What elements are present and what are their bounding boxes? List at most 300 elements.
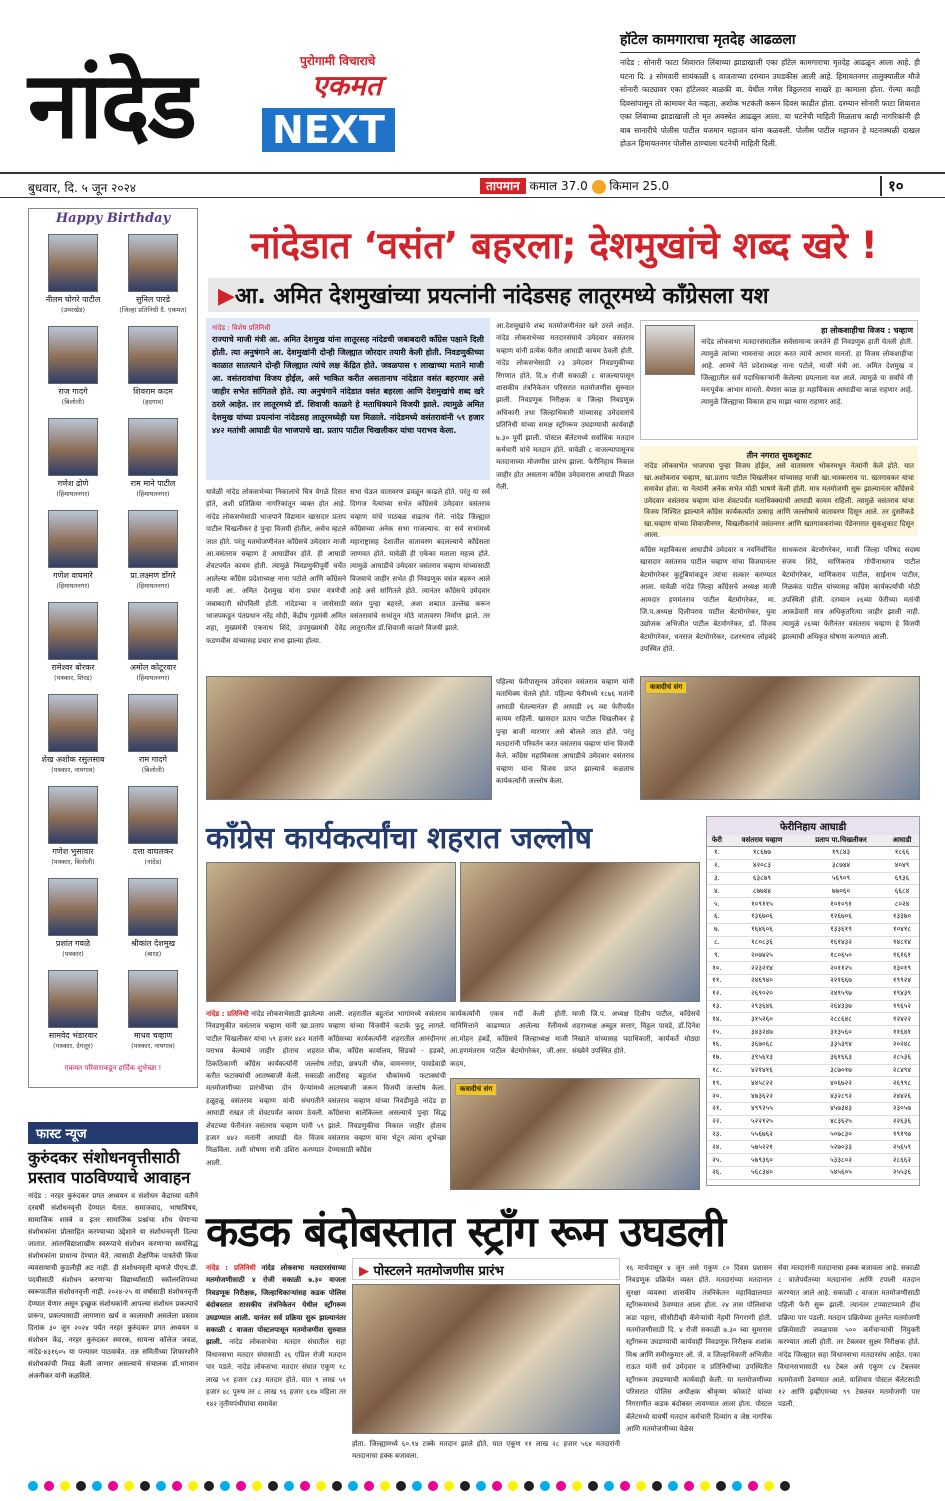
birthday-name: गणेश ढोणे	[57, 479, 89, 488]
print-color-dot	[748, 1481, 758, 1491]
table-row	[707, 1077, 919, 1090]
table-cell: २४९५९७	[797, 987, 885, 1000]
birthday-name: प्रा.लक्ष्मण डोंगरे	[130, 571, 176, 580]
table-cell: १४८१४	[885, 936, 919, 949]
table-cell: ८.	[707, 936, 727, 949]
dateline-bar	[0, 172, 945, 198]
table-cell: ४०६७२२	[797, 1077, 885, 1090]
table-cell: १८०८३६	[727, 936, 797, 949]
print-color-dot	[284, 1481, 294, 1491]
table-cell: १८६७७	[727, 847, 797, 860]
print-color-dot	[476, 1481, 486, 1491]
table-cell: २८६६२	[885, 1154, 919, 1167]
round-table-box	[706, 816, 920, 1186]
temperature-label: तापमान	[480, 178, 526, 194]
table-cell: ७.	[707, 923, 727, 936]
table-cell: २४.	[707, 1141, 727, 1154]
birthday-place: (उमरखेड)	[61, 306, 85, 314]
print-color-dot	[348, 1481, 358, 1491]
birthday-name: नीलम घोगरे पाटील	[45, 295, 101, 304]
birthday-place: (पत्रकार)	[62, 950, 84, 958]
table-row	[707, 1128, 919, 1141]
celebration-photo-3	[206, 862, 456, 1002]
round-table	[707, 835, 919, 1180]
table-cell: १६१६१	[885, 949, 919, 962]
main-col-3: आ.देशमुखांचे शब्द मतमोजणीनंतर खरे ठरले आहेत. नांदेड लोकसभेच्या मतदारसंघाचे उमेदवार वसंतराव चव्हाण यांनी प्रत्येक फेरीत आघाडी कायम ठेवली होती. नांदेड लोकसभेसाठी २३ उमेदवार निवडणुकीच्या रिंगणात होते. दि.४ रोजी सकाळी ८ वाजल्यापासून शासकीय तंत्रनिकेतन परिसरात मतमोजणीस सुरुवात झाली. निवडणूक निरीक्षक व जिल्हा निवडणूक अधिकारी तथा जिल्हाधिकारी यांच्यासह उमेदवारांचे प्रतिनिधी यांच्या समक्ष स्ट्राँगरूम उघडण्याची कार्यवाही ७.३० पूर्वी झाली. पोस्टल बॅलेटमध्ये सर्वाधिक मतदान कर्मचारी यांचे मतदान होते. यावेळी ८ वाजल्यापासूनच मतदानाच्या मोजणीस प्रारंभ झाला. फेरीनिहाय निकाल जाहीर होत असताना काँग्रेस उमेदवारास आघाडी मिळत गेली.	[496, 322, 634, 492]
round-table-column-header: प्रताप पा.चिखलीकर	[797, 835, 885, 847]
main-col-2: सभा घेऊन वातावरण ढवळून काढले होते. परंतु या सर्व दिग्गज नेत्यांच्या सभेत काँग्रेसचे उमेदवार वसंतराव चव्हाण यांचे पाठबळ वाढतच गेले. नांदेड जिल्ह्यात काँग्रेसच्या अनेक सभा गाजल्याच. या सर्व सभांमध्ये महाराष्ट्रासह देशातील वातावरण बदलल्याचे काँग्रेसला जाणवत होते. यावेळी ही एकेका मताला महत्त्व होते. त्यामुळे आघाडीचे उमेदवार वसंतराव चव्हाण यांच्यासाठी विजयाचे जाहीर सभेत ही निवडणूक वसंत बहरुन आले आहे असे सांगितले होते. त्यानंतर काँग्रेसचे उमेदवार वसंत पुन्हा बहरले, अशा शब्दात उल्लेख करून वसंतरावांचे सभांतून मोठे वातावरण निर्माण झाले. तर लातूरातील डॉ.शिवाजी काळगे विजयी झाले.	[350, 488, 490, 633]
birthday-place: (हदगाव)	[142, 398, 164, 406]
birthday-name: गणेश भुसावार	[52, 847, 94, 856]
table-cell: २२.	[707, 1115, 727, 1128]
table-cell: २.	[707, 859, 727, 872]
table-row	[707, 1102, 919, 1115]
table-cell: ५६९०९	[797, 872, 885, 885]
table-row	[707, 1026, 919, 1039]
table-cell: ३९५६१३	[727, 1051, 797, 1064]
main-col-6: साधकराव बेटमोगरेकर, माजी जिल्हा परिषद सदस्य संजय शिंदे, माणिकराव गोपीनाथराव पाटील बेटमोगरेकर, माणिकराव पाटील, साईनाथ पाटील, निळकंठ पाटील यांच्यासह काँग्रेस कार्यकर्त्यांची मोठी उपस्थिती होती. दरम्यान २६व्या फेरीच्या मतांची आकडेवारी मात्र अधिकृतरित्या जाहीर झाली नाही. त्यामुळे २६च्या फेरीनंतर वसंतराव चव्हाण हे विजयी झाल्याची अधिकृत घोषणा करण्यात आली.	[782, 546, 920, 641]
birthday-person	[33, 970, 113, 1058]
main-lead	[206, 318, 490, 480]
avatar	[48, 694, 98, 752]
brand-tagline: पुरोगामी विचाराचे	[300, 54, 376, 68]
round-table-column-header: वसंतराव चव्हाण	[727, 835, 797, 847]
celebration-byline: नांदेड : प्रतिनिधी	[206, 1010, 249, 1018]
triangle-icon: ▶	[218, 284, 235, 309]
table-cell: १२४२२	[885, 1013, 919, 1026]
table-row	[707, 1000, 919, 1013]
table-cell: ४८३६२५	[797, 1115, 885, 1128]
table-row	[707, 1141, 919, 1154]
table-row	[707, 885, 919, 898]
print-color-dot	[188, 1481, 198, 1491]
table-cell: २०११२५	[797, 962, 885, 975]
fast-news-body: नांदेड : नरहर कुरुंदकर प्रगत अध्ययन व संशोधन केंद्राच्या वतीने दरवर्षी संशोधनवृत्ती देण्यात येतात. समाजवाद, भाषाविषय, सामाजिक शास्त्रे व इतर सामाजिक प्रश्नांचा शोध घेणाऱ्या संशोधकांना प्रोत्साहित करण्याच्या उद्देशाने या संशोधनवृत्ती दिल्या जातात. आंतरविद्याशाखीय स्वरूपाचे संशोधन करणाऱ्या स्वयंसिद्ध संशोधकांना प्राधान्य देण्यात येते. त्यासाठी शैक्षणिक पात्रतेची किंवा व्यवसायाची कुठलीही अट नाही. ही संशोधनवृत्ती म्हणजे पीएच.डी. पदवीसाठी संशोधन करणाऱ्या विद्यार्थ्यांसाठी स्कॉलरशिपच्या स्वरूपातील संशोधनवृत्ती नाही. २०२४-२५ या वर्षासाठी संशोधनवृत्ती देण्यात येणार असून इच्छुक संशोधकांनी आपल्या संशोधन प्रकल्पाचे प्रारूप, प्रकल्पासाठी लागणारा खर्च व कालावधी असलेला प्रस्ताव दिनांक ३० जून २०२४ पर्यंत नरहर कुरुंदकर प्रगत अध्ययन व संशोधन केंद्र, नरहर कुरुंदकर स्मारक, सायन्स कॉलेज जवळ, नांदेड-४३१६०५ या पत्त्यावर पाठवावेत. तज्ञ समितीच्या शिफारशीने संशोधकांची निवड केली जाणार असल्याचे संचालक डॉ.भगवान अंजनीकर यांनी कळविले.	[28, 1192, 198, 1380]
print-color-dot	[588, 1481, 598, 1491]
sun-icon	[592, 180, 606, 194]
table-cell: २१.	[707, 1102, 727, 1115]
birthday-person	[113, 878, 193, 966]
birthday-person	[33, 418, 113, 506]
table-cell: २४६९४०	[727, 974, 797, 987]
avatar	[48, 418, 98, 476]
avatar	[128, 234, 178, 292]
birthday-person	[113, 694, 193, 782]
birthday-name: दत्ता वाघलकर	[132, 847, 174, 856]
table-cell: २५५३६	[885, 1166, 919, 1179]
fast-news	[28, 1122, 198, 1382]
tin-nagar-title: तीन नगरात सुकशुकाट	[746, 451, 812, 460]
table-cell: ३१५२६०	[727, 1013, 797, 1026]
print-color-dot	[364, 1481, 374, 1491]
table-cell: १३३७०	[885, 910, 919, 923]
table-cell: २९३६४६	[727, 1000, 797, 1013]
birthday-place: (पत्रकार, शिरड)	[53, 674, 93, 682]
celebration-col-2: आली. शहरातील बहुतांश भागांमध्ये वसंतराव चव्हाण यांच्या विजयीने फटाके फुटू लागले. काँग्रेसच्या कार्यकर्त्यांनी शहरातील आनंदीनगर चौक, काँग्रेस कार्यालय, सिडको - हडको, तरोडा, छत्रपती चौक, वामननगर, पावडेवाडी आदींसह बहुतांश चौकांमध्ये फटाक्यांची आतषबाजी करून विजयी जल्लोष केला. वसंतराव चव्हाण यांच्या निवडीमुळे नांदेड हा काँग्रेसचा बालेकिल्ला असल्याचे पुन्हा सिद्ध झाले. निवडणुकीचा निकाल जाहीर होताच वसंतराव चव्हाण यांना भेटून त्यांना शुभेच्छा देण्यासाठी काँग्रेस	[328, 1010, 446, 1155]
birthday-person	[33, 786, 113, 874]
print-color-dot	[380, 1481, 390, 1491]
table-cell: ३६७०६८	[727, 1038, 797, 1051]
print-color-dot	[332, 1481, 342, 1491]
birthday-place: (हिमायतनगर)	[56, 582, 90, 590]
birthday-name: राम माने पाटील	[130, 479, 176, 488]
table-cell: ११६४१	[885, 1026, 919, 1039]
birthday-place: (हिमायतनगर)	[136, 582, 170, 590]
table-row	[707, 872, 919, 885]
round-table-column-header: फेरी	[707, 835, 727, 847]
table-cell: २३.	[707, 1128, 727, 1141]
print-color-dot	[124, 1481, 134, 1491]
main-subhead	[208, 278, 920, 312]
table-cell: २८८६४८	[797, 1013, 885, 1026]
table-cell: ३.	[707, 872, 727, 885]
table-row	[707, 1115, 919, 1128]
celebration-headline: काँग्रेस कार्यकर्त्यांचा शहरात जल्लोष	[206, 821, 592, 856]
avatar	[128, 326, 178, 384]
birthday-name: शेख अशोक रसुलसाब	[41, 755, 105, 764]
print-color-bar	[28, 1480, 920, 1492]
celebration-col-1-text: नांदेड लोकसभेसाठी झालेल्या निवडणुकीत वसंतराव चव्हाण यांनी खा.प्रताप पाटील चिखलीकर यांचा ५९ हजार ४४२ मतांनी पराभव केल्याचे जाहीर होताच शहरात ठिकठिकाणी काँग्रेस कार्यकर्त्यांनी जल्लोष करीत फटाक्यांची आतषबाजी केली. सकाळी मतमोजणीच्या प्रारंभीच्या दोन फेऱ्यांमध्ये हळूहळू वसंतराव चव्हाण यांनी संथगतीने आघाडी राखत तो शेवटपर्यंत कायम ठेवली. शेवटच्या फेरीनंतर वसंतराव चव्हाण यांनी ५९ हजार ४४२ मतांनी आघाडी घेत विजय मिळविला. तशी घोषणा रात्री उशिरा करण्यात आली.	[206, 1010, 324, 1167]
print-color-dot	[492, 1481, 502, 1491]
top-news-body: नांदेड : सोनारी फाटा शिवारात लिंबाच्या झाडाखाली एका हॉटेल कामगाराचा मृतदेह आढळून आला आहे. ही घटना दि. ३ सोमवारी सायंकाळी ६ वाजताच्या दरम्यान उघडकीस आली आहे. हिमायतनगर तालुक्यातील मौजे सोनारी फाट्यावर एका हॉटेलवर बाळकी वा. येथील गणेश विठ्ठलराव साखरे हा कामाला होता. गेल्या काही दिवसांपासून तो कामावर येत नव्हता, अशोक भटकंती करून दिवस काढीत होता. दरम्यान सोनारी फाटा शिवारात एका लिंबाच्या झाडाखाली तो मृत अवस्थेत आढळून आला. या घटनेची माहिती मिळताच काही नागरिकांनी ही बाब सानारीचे पोलीस पाटील यजमान महाजन यांना कळवली. पोलीस पाटील महाजन हे घटनास्थळी दाखल होऊन हिमायतनगर पोलीस ठाण्याला घटनेची माहिती दिली.	[620, 58, 920, 148]
celebration-photo-2	[640, 676, 920, 800]
table-cell: ३६१६६३	[797, 1051, 885, 1064]
table-row	[707, 962, 919, 975]
birthday-place: (हिमायतनगर)	[56, 490, 90, 498]
strongroom-headline: कडक बंदोबस्तात स्ट्रॉंग रूम उघडली	[206, 1207, 726, 1256]
strongroom-col-3: १६ मार्चपासून ४ जून असे एकूण ८० दिवस प्रशासन निवडणूक प्रक्रियेत व्यस्त होते. मतदारांच्या मतदानात सुरक्षा व्यवस्था शासकीय तंत्रनिकेतन महाविद्यालयात स्ट्रॉंगरूममध्ये ठेवण्यात आला होता. २४ तास पोलिसांचा कडा पहारा, सीसीटीव्ही कॅमेऱ्यांची नेहमी निगराणी होती. मतमोजणीसाठी दि. ४ रोजी सकाळी ७.३० च्या सुमारास स्ट्रॉंगरूम उघडण्याची कार्यवाही निवडणूक निरीक्षक शशांक मिश्र आणि समीरकुमार ओ. जे. व जिल्हाधिकारी अभिजीत राऊत यांनी सर्व उमेदवार व प्रतिनिधींच्या उपस्थितीत स्ट्रॉंगरूम उघडण्याची कार्यवाही केली. या मतमोजणीच्या परिसरात पोलिस अधीक्षक श्रीकृष्ण कोकाटे यांच्या निगराणीत कडक बंदोबस्त लावण्यात आला होता. पोस्टल बॅलेटमध्ये यावर्षी मतदान कर्मचारी दिव्यांग व जेष्ठ नागरिक आणि मतमोजणीच्या वेळेस	[626, 1264, 772, 1434]
fast-news-label: फास्ट न्यूज	[28, 1122, 198, 1144]
main-byline: नांदेड : विशेष प्रतिनिधी	[212, 324, 271, 332]
table-cell: १६१४३२	[797, 936, 885, 949]
table-cell: २२३२१४	[727, 962, 797, 975]
table-cell: २५.	[707, 1154, 727, 1167]
table-row	[707, 898, 919, 911]
table-row	[707, 1154, 919, 1167]
birthday-place: (पत्रकार, बिलोली)	[51, 858, 95, 866]
table-row	[707, 936, 919, 949]
table-cell: १६.	[707, 1038, 727, 1051]
table-cell: १९.	[707, 1077, 727, 1090]
print-color-dot	[700, 1481, 710, 1491]
table-cell: ६६८४	[885, 885, 919, 898]
birthday-place: (हिमायतनगर)	[136, 490, 170, 498]
avatar	[128, 602, 178, 660]
round-table-title: फेरीनिहाय आघाडी	[707, 817, 919, 835]
table-cell: ५४५६०५	[797, 1166, 885, 1179]
birthday-panel	[28, 208, 198, 1088]
print-color-dot	[268, 1481, 278, 1491]
side-quote-box	[640, 320, 918, 440]
main-col-1: यावेळी नांदेड लोकसभेच्या निकालाचे चित्र वेगळे दिसत होते, अशी प्रतिक्रिया नागरिकांतून व्यक्त होत आहे. नांदेड लोकसभेसाठी भाजपाने विद्यमान खासदार प्रताप पाटील चिखलीकर हे पुन्हा विजयी होतील, असेच म्हटले जात होते. परंतु मतमोजणीनंतर काँग्रेसचे उमेदवार माजी आ.वसंतराव चव्हाण हे आघाडीवर होते. ही आघाडी शेवटपर्यंत कायम होती. त्यामुळे निवडणुकीपूर्वी चर्चेत आलेल्या काँग्रेस प्रदेशाध्यक्ष नाना पटोले आणि काँग्रेसने माजी आ. अमित देशमुख यांना प्रचार यंत्रणेची जबाबदारी सोपविली होती. नांदेडच्या व जासेसाठी भाजपकडून पंतप्रधान नरेंद्र मोदी, केंद्रीय गृहमंत्री अमित शहा, मुख्यमंत्री एकनाथ शिंदे, उपमुख्यमंत्री देवेंद्र फडणवीस यांच्यासह प्रचार सभा झाल्या होत्या.	[206, 488, 346, 645]
main-col-5: कॉंग्रेस महाविकास आघाडीचे उमेदवार व नवनिर्वाचित खासदार वसंतराव पाटील चव्हाण यांचा विजयानंतर बेटमोगरेकर कुटुंबियांकडून त्यांचा सत्कार करण्यात आला. यावेळी नांदेड जिल्हा काँग्रेसचे अध्यक्ष माजी आमदार हणमंतराव पाटील बेटमोगरेकर, मा. जि.प.अध्यक्ष दिलीपराव पाटील बेटमोगरेकर, युवा उद्योजक अभिजीत पाटील बेटमोगरेकर, डॉ. विजय बेटमोगरेकर, धनराज बेटमोगरेकर, दशरथराव लोहबंदे उपस्थित होते.	[640, 546, 776, 654]
table-cell: ६९३६	[885, 872, 919, 885]
birthday-place: (नांदेड)	[144, 858, 162, 866]
top-news-headline: हॉटेल कामगाराचा मृतदेह आढळला	[620, 30, 920, 53]
table-cell: ४३२८९२	[797, 1090, 885, 1103]
table-row	[707, 987, 919, 1000]
birthday-person	[33, 878, 113, 966]
print-color-dot	[732, 1481, 742, 1491]
table-cell: ३८७४४	[797, 859, 885, 872]
print-color-dot	[172, 1481, 182, 1491]
birthday-person	[33, 326, 113, 414]
birthday-person	[33, 694, 113, 782]
birthday-person	[113, 234, 193, 322]
print-color-dot	[604, 1481, 614, 1491]
print-color-dot	[44, 1481, 54, 1491]
table-cell: २३०५७	[885, 1102, 919, 1115]
birthday-name: अमोल कोटूरवार	[129, 663, 177, 672]
tin-nagar-box	[640, 446, 918, 539]
table-cell: ३४३२४७	[727, 1026, 797, 1039]
celebration-col-4: माजी जि.प. अध्यक्ष दिलीप पाटील, काँग्रेसचे शहराध्यक्ष अब्दुल सत्तार, विठ्ठल पावडे, डॉ.दिनेश निखाते यांच्यासह पदाधिकारी, कार्यकर्ते मोठ्या संख्येने उपस्थित होते.	[572, 1010, 700, 1056]
table-cell: १.	[707, 847, 727, 860]
avatar	[128, 694, 178, 752]
table-row	[707, 1166, 919, 1179]
birthday-person	[33, 234, 113, 322]
strongroom-col-4: सेवा मतदारांनी मतदानाचा हक्क बजावला आहे. सकाळी ८ वाजेपर्यंतच्या मतदानांना आणि टपाली मतदान करण्यात आले आहे. सकाळी ८ वाजता मतमोजणीसाठी पहिली फेरी सुरू झाली. त्यानंतर टप्प्याटप्प्याने हीच प्रक्रिया पार पडली. मतदान प्रक्रियेच्या तुलनेत मतमोजणी प्रक्रियेसाठी जवळपास ५०० कर्मचाऱ्यांची नियुक्ती करण्यात आली होती. तर टेबलवर सुक्ष्म निरीक्षक होते. नांदेड जिल्ह्यात सहा विधानसभा मतदारसंघ आहेत. एका विधानसभासाठी १४ टेबल असे एकूण ८४ टेबलवर मतमोजणी ठेवण्यात आले. याशिवाय पोस्टल बॅलेटसाठी १२ आणि इव्हीएमच्या ९९ टेबलवर मतमोजणी पार पडली.	[778, 1264, 920, 1409]
table-row	[707, 1051, 919, 1064]
print-color-dot	[620, 1481, 630, 1491]
table-cell: १०१०९१	[797, 898, 885, 911]
table-cell: २६९०२०	[727, 987, 797, 1000]
top-news-box	[620, 30, 920, 151]
table-row	[707, 923, 919, 936]
birthday-person	[113, 418, 193, 506]
print-color-dot	[780, 1481, 790, 1491]
table-row	[707, 974, 919, 987]
table-cell: १३.	[707, 1000, 727, 1013]
strongroom-byline: नांदेड : प्रतिनिधी	[206, 1264, 256, 1272]
avatar	[128, 878, 178, 936]
quote-photo	[645, 325, 695, 375]
table-cell: १८.	[707, 1064, 727, 1077]
print-color-dot	[444, 1481, 454, 1491]
birthday-person	[113, 326, 193, 414]
print-color-dot	[556, 1481, 566, 1491]
table-cell: ५५६७६२	[727, 1128, 797, 1141]
table-cell: ५७९३६०	[727, 1154, 797, 1167]
print-color-dot	[316, 1481, 326, 1491]
table-cell: ४९९२५५	[727, 1102, 797, 1115]
birthday-name: गणेश वाघमारे	[53, 571, 93, 580]
print-color-dot	[684, 1481, 694, 1491]
print-color-dot	[540, 1481, 550, 1491]
print-color-dot	[300, 1481, 310, 1491]
temperature-min: किमान 25.0	[609, 179, 670, 193]
round-table-header	[707, 835, 919, 847]
birthday-grid	[29, 228, 197, 1058]
birthday-place: (हिमायतनगर)	[136, 674, 170, 682]
print-color-dot	[428, 1481, 438, 1491]
main-lead-text: राज्याचे माजी मंत्री आ. अमित देशमुख यांना लातूरसह नांदेडची जबाबदारी काँग्रेस पक्षाने दिली होती. त्या अनुषंगाने आ. देशमुखांनी दोन्ही जिल्ह्यात जोरदार तयारी केली होती. निवडणुकीच्या काळात सातत्याने दोन्ही जिल्ह्यात त्यांचे लक्ष केंद्रित होते. जवळपास १ लाखाच्या मताने माजी आ. वसंतरावांचा विजय होईल, असे भाकित करीत असतानाच नांदेडात वसंत बहरणार असे जाहीर सभेत सांगितले होते. त्या अनुषंगाने नांदेडात वसंत बहरला आणि देशमुखांचे शब्द खरे ठरले आहेत. तर लातूरमध्ये डॉ. शिवाजी काळगे हे मताधिक्याने विजयी झाले. त्यामुळे अमित देशमुख यांच्या प्रयत्नांना नांदेडसह लातूरमध्येही यश मिळाले. नांदेडमध्ये वसंतरावांनी ५९ हजार ४४२ मतांची आघाडी घेत भाजपाचे खा. प्रताप पाटील चिखलीकर यांचा पराभव केला.	[212, 335, 484, 435]
print-color-dot	[508, 1481, 518, 1491]
print-color-dot	[220, 1481, 230, 1491]
main-headline: नांदेडात ‘वसंत’ बहरला; देशमुखांचे शब्द खरे !	[250, 224, 878, 267]
avatar	[48, 602, 98, 660]
avatar	[48, 234, 98, 292]
strongroom-col-1	[206, 1262, 346, 1474]
issue-date: बुधवार, दि. ५ जून २०२४	[28, 181, 137, 195]
table-cell: २०२४८	[885, 1038, 919, 1051]
table-cell: ५२२१२५	[727, 1115, 797, 1128]
print-color-dot	[156, 1481, 166, 1491]
table-cell: १७.	[707, 1051, 727, 1064]
table-cell: २६.	[707, 1166, 727, 1179]
table-cell: १६४६०६	[727, 923, 797, 936]
table-row	[707, 949, 919, 962]
birthday-person	[113, 786, 193, 874]
celebration-photo-1	[206, 676, 492, 800]
table-cell: २५६५९	[885, 1141, 919, 1154]
round-table-body	[707, 847, 919, 1180]
table-cell: ३८७०१७	[797, 1064, 885, 1077]
table-cell: २८५३६	[885, 1051, 919, 1064]
table-cell: १९६५२	[885, 1000, 919, 1013]
birthday-person	[113, 510, 193, 598]
table-cell: ५०७८३०	[797, 1128, 885, 1141]
table-cell: ६३८७९	[727, 872, 797, 885]
print-color-dot	[60, 1481, 70, 1491]
strongroom-photo	[352, 1284, 620, 1434]
birthday-name: रामेश्वर बोरकर	[51, 663, 95, 672]
avatar	[128, 786, 178, 844]
table-cell: ४२०८३	[727, 859, 797, 872]
print-color-dot	[28, 1481, 38, 1491]
table-cell: १५.	[707, 1026, 727, 1039]
celebration-col-3: कार्यकर्त्यांनी एकच गर्दी केली होती. यानिमित्ताने काढण्यात आलेल्या रॅलीमध्ये आ.मोहन हंबर्डे, काँग्रेसचे जिल्हाध्यक्ष माजी आ.हणमंतराव पाटील बेटमोगरेकर, जी.आर. कदम,	[450, 1010, 568, 1068]
table-cell: २२१६६७	[797, 974, 885, 987]
birthday-person	[33, 602, 113, 690]
avatar	[128, 418, 178, 476]
table-cell: ४४५८२२	[727, 1077, 797, 1090]
table-cell: २८४९४	[885, 1064, 919, 1077]
strongroom-subhead	[352, 1258, 620, 1280]
table-cell: ३१३५६०	[797, 1026, 885, 1039]
celebration-photo-4	[460, 862, 700, 1002]
celebration-col-1	[206, 1008, 324, 1194]
table-cell: १९९२४	[885, 974, 919, 987]
table-cell: ५७५२२१	[727, 1141, 797, 1154]
strongroom-col-2: होता. जिल्ह्यामध्ये ६०.९४ टक्के मतदान झाले होते. यात एकूण ११ लाख २८ हजार ५६४ मतदारांनी मतदानाचा हक्क बजावला.	[352, 1440, 620, 1461]
strongroom-col-1-text: नांदेड लोकसभेचा मतदार संघातील सहा विधानसभा मतदार संघासाठी २६ एप्रिल रोजी मतदान पार पडले. नांदेड लोकसभा मतदार संघात एकूण १८ लाख ५१ हजार ८४३ मतदार होते. यात ९ लाख ५१ हजार ४८ पुरुष तर ८ लाख ९६ हजार ६१७ महिला तर १४२ तृतीयपंथीयांचा समावेश	[206, 1338, 346, 1409]
birthday-footer: एकमत परिवाराकडून हार्दिक शुभेच्छा !	[64, 1064, 162, 1072]
print-color-dot	[572, 1481, 582, 1491]
avatar	[48, 326, 98, 384]
table-cell: १४.	[707, 1013, 727, 1026]
brand-logo: एकमत	[312, 69, 382, 102]
print-color-dot	[252, 1481, 262, 1491]
quote-body: नांदेड लोकसभा मतदारसंघातील सर्वसामान्य जनतेने ही निवडणूक हाती घेतली होती. त्यामुळे त्यांच्या भावनांचा आदर करत त्यांचे आभार मानतो. हा विजय लोकशाहीचा आहे. आमचे नेते प्रदेशाध्यक्ष नाना पटोले, माजी मंत्री आ. अमित देशमुख व जिल्ह्यातील सर्व पदाधिकाऱ्यांनी केलेल्या प्रयत्नाला यश आले. त्यामुळे या सर्वांचे मी मनःपूर्वक आभार मानतो. येणारा काळ हा महाविकास आघाडीचा काळ राहणार आहे. त्यामुळे जिल्ह्याचा विकास हाच माझा ध्यास राहणार आहे.	[701, 338, 913, 406]
main-col-4: पहिल्या फेरीपासूनच उमेदवार वसंतराव चव्हाण यांनी मताधिक्य घेतले होते. पहिल्या फेरीमध्ये १८७६ मतांनी आघाडी घेतल्यानंतर ही आघाडी २६ व्या फेरीपर्यंत कायम राहिली. खासदार प्रताप पाटील चिखलीकर हे पुन्हा बाजी मारणार असे बोलले जात होते. परंतु मतदारांनी परिवर्तन करत वसंतराव चव्हाण यांना विजयी केले. काँग्रेस महाविकास आघाडीचे उमेदवार वसंतराव चव्हाण यांना विजय प्राप्त झाल्याचे कळताच कार्यकर्त्यांनी जल्लोष केला.	[496, 678, 634, 786]
table-cell: ४.	[707, 885, 727, 898]
masthead-title: नांदेड	[28, 52, 195, 159]
table-cell: २६४३३७	[797, 1000, 885, 1013]
table-cell: १९८४३	[797, 847, 885, 860]
print-color-dot	[140, 1481, 150, 1491]
table-cell: १२.	[707, 987, 727, 1000]
table-cell: ५६८३४०	[727, 1166, 797, 1179]
print-color-dot	[460, 1481, 470, 1491]
birthday-person	[113, 970, 193, 1058]
fast-news-headline: कुरुंदकर संशोधनवृत्तीसाठी प्रस्ताव पाठविण्याचे आवाहन	[28, 1148, 191, 1187]
table-cell: १०९११५	[727, 898, 797, 911]
avatar	[48, 786, 98, 844]
round-table-column-header: आघाडी	[885, 835, 919, 847]
triangle-icon-2: ▶	[359, 1264, 374, 1279]
birthday-person	[33, 510, 113, 598]
print-color-dot	[716, 1481, 726, 1491]
table-cell: ४२१४१६	[727, 1064, 797, 1077]
birthday-name: माधव चव्हाण	[133, 1031, 173, 1040]
celebration-photo-5	[450, 1078, 700, 1190]
table-row	[707, 1064, 919, 1077]
table-cell: ११.	[707, 974, 727, 987]
birthday-place: (बिलोली)	[141, 766, 165, 774]
table-row	[707, 1013, 919, 1026]
print-color-dot	[652, 1481, 662, 1491]
birthday-name: राज गादगे	[58, 387, 88, 396]
avatar	[128, 970, 178, 1028]
print-color-dot	[92, 1481, 102, 1491]
table-cell: ५३३८०२	[797, 1154, 885, 1167]
table-row	[707, 859, 919, 872]
birthday-person	[113, 602, 193, 690]
table-row	[707, 910, 919, 923]
tin-nagar-body: नांदेड लोकसभेत भाजपचा पुन्हा विजय होईल, असे वातावरण भोकरमधून नेत्यांनी केले होते. यात खा.अशोकराव चव्हाण, खा.प्रताप पाटील चिखलीकर यांच्यासह माजी खा.भास्करराव पा. खतगावकर यांचा समावेश होता. या नेत्यांनी अनेक सभेत मोठी भाषणे केली होती. मात्र मतमोजणी सुरू झाल्यानंतर काँग्रेसचे उमेदवार वसंतराव चव्हाण यांना शेवटपर्यंत मताधिक्क्याची आघाडी कायम राहिली. त्यामुळे वसंतराव यांचा विजय निश्चित झाल्याने काँग्रेस कार्यकर्त्यांत उत्साह आणि जल्लोषाचे वातावरण दिसून आले. तर दुसरीकडे खा.चव्हाण यांच्या शिवाजीनगर, चिखलीकरांचे वसंतनगर आणि खतगावकरांच्या पेंडेनगरात सुकशुकाट दिसून आला.	[644, 462, 914, 539]
table-cell: ८७७४४	[727, 885, 797, 898]
table-cell: ७७०६०	[797, 885, 885, 898]
print-color-dot	[636, 1481, 646, 1491]
table-cell: ३३५३९४	[797, 1038, 885, 1051]
table-cell: १८६६	[885, 847, 919, 860]
table-cell: २६९९८	[885, 1077, 919, 1090]
birthday-name: प्रशांत गवळे	[55, 939, 91, 948]
temperature-max: कमाल 37.0	[529, 179, 588, 193]
table-cell: ४०४९	[885, 859, 919, 872]
table-cell: १०४१८	[885, 923, 919, 936]
table-cell: ५.	[707, 898, 727, 911]
table-cell: १९४३९	[885, 987, 919, 1000]
birthday-place: (जिल्हा प्रतिनिधी दै. एकमत)	[119, 306, 187, 314]
table-cell: २०.	[707, 1090, 727, 1103]
strongroom-subhead-text: पोस्टलने मतमोजणीस प्रारंभ	[373, 1264, 504, 1279]
print-color-dot	[412, 1481, 422, 1491]
birthday-name: शिवराम कदम	[133, 387, 173, 396]
main-subhead-text: आ. अमित देशमुखांच्या प्रयत्नांनी नांदेडसह लातूरमध्ये काँग्रेसला यश	[234, 284, 769, 309]
table-cell: २२६३६	[885, 1115, 919, 1128]
birthday-place: (पत्रकार, नायगाव)	[51, 766, 95, 774]
page-number: १०	[880, 176, 904, 196]
birthday-title: Happy Birthday	[29, 209, 197, 228]
table-cell: १३३६१९	[797, 923, 885, 936]
table-cell: १०.	[707, 962, 727, 975]
table-cell: २०७४२५	[727, 949, 797, 962]
table-cell: ४७३६२२	[727, 1090, 797, 1103]
avatar	[48, 970, 98, 1028]
print-color-dot	[764, 1481, 774, 1491]
table-row	[707, 1038, 919, 1051]
birthday-name: राम गादगे	[139, 755, 167, 764]
print-color-dot	[204, 1481, 214, 1491]
table-cell: १८०६५०	[797, 949, 885, 962]
table-row	[707, 1090, 919, 1103]
birthday-place: (पत्रकार, नायगाव)	[131, 1042, 175, 1050]
strongroom-lead: नांदेड लोकसभा मतदारसंघाच्या मतमोजणीसाठी ४ रोजी सकाळी ७.३० वाजता निवडणूक निरीक्षक, जिल्हाधिकाऱ्यांसह कडक पोलिस बंदोबस्तात शासकीय तंत्रनिकेतन येथील स्ट्रॉंगरूम उघडण्यात आली. यानंतर सर्व प्रक्रिया सुरू झाल्यानंतर सकाळी ८ वाजता पोस्टलपासून मतमोजणीस सुरुवात झाली.	[206, 1264, 346, 1347]
birthday-name: श्रीकांत देशमुख	[130, 939, 176, 948]
print-color-dot	[236, 1481, 246, 1491]
